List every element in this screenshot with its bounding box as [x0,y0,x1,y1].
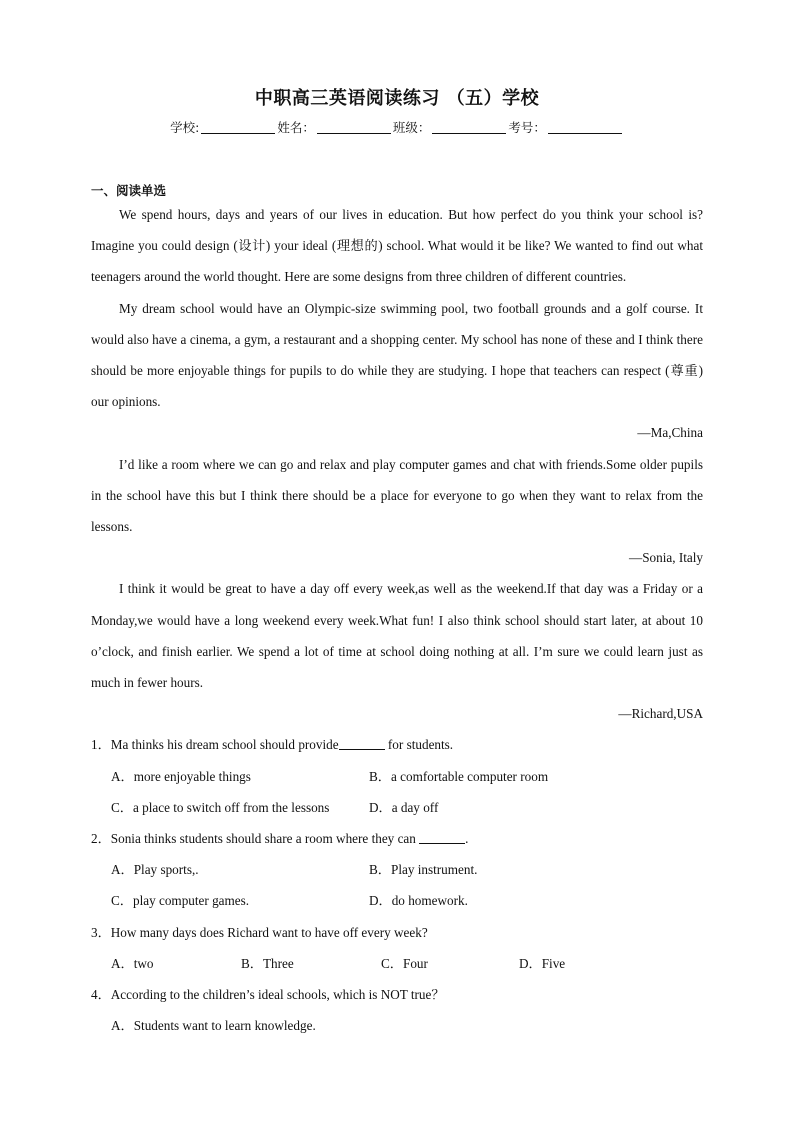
question-4: 4．According to the children’s ideal schools, which is NOT true？ [91,987,445,1003]
signature-sonia: —Sonia, Italy [629,550,703,566]
q2-option-d[interactable]: D．do homework. [369,893,468,909]
question-2-options-row-2 [91,885,703,916]
passage-sonia: I’d like a room where we can go and relax and play computer games and chat with friends.Some older pupils in the school have this but I think there should be a place for everyone to go when they want to relax from the lessons. [91,456,703,535]
class-label: 班级： [392,120,431,135]
q3-option-b[interactable]: B．Three [241,955,294,971]
question-1: 1．Ma thinks his dream school should provide for students. [91,737,454,753]
question-2: 2．Sonia thinks students should share a room where they can . [91,831,469,847]
passage-intro: We spend hours, days and years of our lives in education. But how perfect do you think your school is? Imagine you could design (设计) your ideal (理想的) school. What would it be like? We wanted to find out what teenagers around the world thought. Here are some designs from three children of different countries. [91,207,703,285]
question-3: 3．How many days does Richard want to have off every week? [91,924,428,940]
q3-option-d[interactable]: D．Five [519,955,566,971]
school-label: 学校: [170,120,200,135]
name-label: 姓名： [277,120,315,135]
passage-richard: I think it would be great to have a day off every week,as well as the weekend.If that day was a Friday or a Monday,we would have a long weekend every week.What fun! I also think school should start later, at about 10 o’clock, and finish earlier. We spend a lot of time at school doing nothing at all. I’m sure we could learn just as much in fewer hours. [91,581,703,691]
q2-option-a[interactable]: A．Play sports,. [111,862,199,878]
q4-option-a[interactable]: A．Students want to learn knowledge. [111,1018,316,1034]
q3-option-c[interactable]: C．Four [381,955,428,971]
school-blank[interactable] [201,121,275,134]
question-2-options-row-1 [91,854,703,885]
class-blank[interactable] [432,121,506,134]
name-blank[interactable] [317,121,391,134]
q1-option-a[interactable]: A．more enjoyable things [111,768,251,784]
answer-blank[interactable] [339,737,385,750]
exam-no-blank[interactable] [548,121,622,134]
answer-blank[interactable] [419,831,465,844]
question-1-options-row-2 [91,792,703,823]
q1-option-d[interactable]: D．a day off [369,799,439,815]
question-3-options [91,948,703,979]
signature-ma: —Ma,China [637,425,703,441]
q3-option-a[interactable]: A．two [111,955,154,971]
reading-passage [91,199,703,1041]
q1-option-c[interactable]: C．a place to switch off from the lessons [111,799,330,815]
q2-option-c[interactable]: C．play computer games. [111,893,250,909]
question-1-options-row-1 [91,761,703,792]
section-heading: 一、阅读单选 [91,183,167,198]
page-title: 中职高三英语阅读练习 （五）学校 [254,88,540,109]
q2-option-b[interactable]: B．Play instrument. [369,862,478,878]
student-info-line [0,118,794,136]
exam-no-label: 考号： [508,120,546,135]
q1-option-b[interactable]: B．a comfortable computer room [369,768,549,784]
signature-richard: —Richard,USA [618,706,703,722]
question-4-options [91,1010,703,1041]
passage-ma: My dream school would have an Olympic-size swimming pool, two football grounds and a golf course. It would also have a cinema, a gym, a restaurant and a shopping center. My school has none of these and I think there should be more enjoyable things for pupils to do while they are studying. I hope that teachers can respect (尊重) our opinions. [91,300,703,410]
